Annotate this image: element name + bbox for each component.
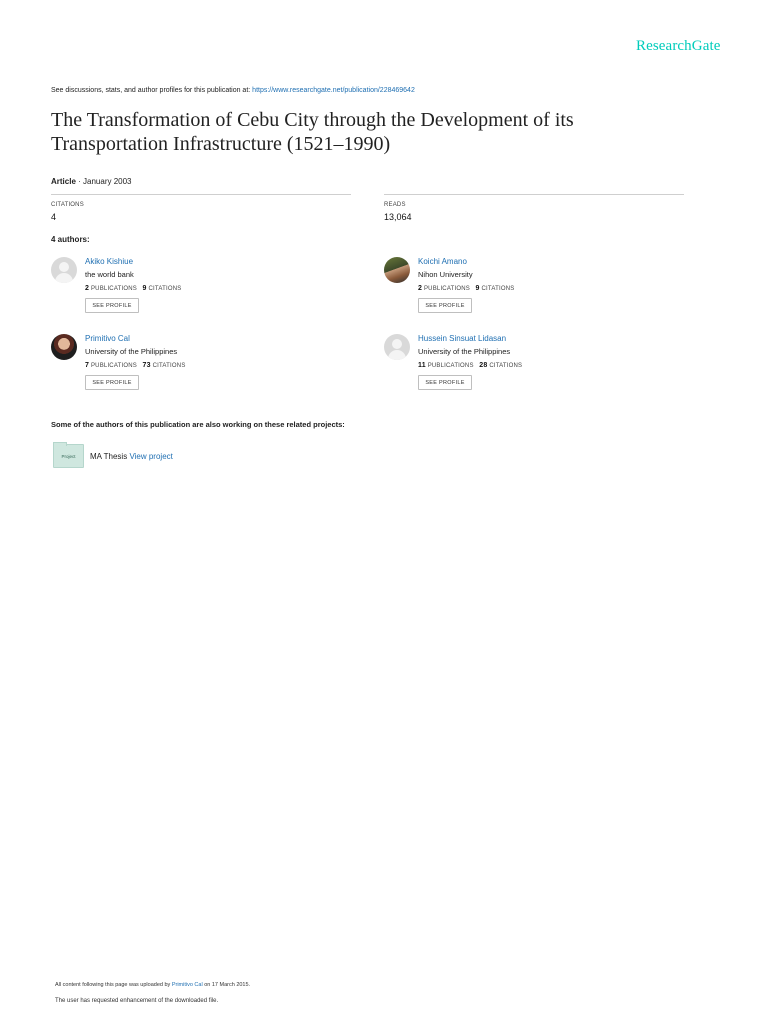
author-name-link[interactable]: Koichi Amano bbox=[418, 257, 467, 266]
reads-stat bbox=[384, 194, 684, 222]
upload-suffix: on 17 March 2015. bbox=[202, 982, 251, 988]
publication-meta bbox=[51, 177, 132, 186]
author-card bbox=[384, 257, 684, 323]
author-card bbox=[51, 334, 351, 400]
citations-stat bbox=[51, 194, 351, 222]
uploader-link[interactable]: Primitivo Cal bbox=[171, 982, 203, 988]
author-institution: the world bank bbox=[85, 270, 134, 279]
enhancement-note: The user has requested enhancement of the downloaded file. bbox=[55, 998, 219, 1004]
see-profile-button[interactable]: SEE PROFILE bbox=[85, 375, 139, 390]
citations-label: CITATIONS bbox=[148, 286, 182, 292]
citations-label: CITATIONS bbox=[152, 363, 186, 369]
avatar[interactable] bbox=[51, 257, 77, 283]
publications-label: PUBLICATIONS bbox=[90, 286, 137, 292]
author-counts bbox=[418, 362, 522, 369]
author-counts bbox=[418, 285, 514, 292]
publication-date: · January 2003 bbox=[78, 177, 132, 186]
author-counts bbox=[85, 285, 181, 292]
project-folder-icon bbox=[53, 444, 84, 468]
researchgate-logo[interactable]: ResearchGate bbox=[636, 38, 721, 54]
avatar[interactable] bbox=[384, 257, 410, 283]
publication-url-link[interactable]: https://www.researchgate.net/publication/228469642 bbox=[252, 87, 415, 94]
publications-count: 2 bbox=[418, 285, 423, 292]
authors-heading: 4 authors: bbox=[51, 235, 90, 244]
author-card bbox=[384, 334, 684, 400]
author-institution: Nihon University bbox=[418, 270, 473, 279]
author-institution: University of the Philippines bbox=[418, 347, 511, 356]
author-counts bbox=[85, 362, 186, 369]
author-name-link[interactable]: Primitivo Cal bbox=[85, 334, 130, 343]
publications-count: 11 bbox=[418, 362, 426, 369]
discussion-line bbox=[51, 87, 415, 94]
citations-label: CITATIONS bbox=[481, 286, 515, 292]
citations-count: 28 bbox=[479, 362, 488, 369]
avatar[interactable] bbox=[384, 334, 410, 360]
citations-count: 9 bbox=[142, 285, 147, 292]
publications-label: PUBLICATIONS bbox=[427, 363, 474, 369]
project-icon-label: Project bbox=[61, 454, 76, 459]
upload-note bbox=[55, 982, 250, 988]
see-profile-button[interactable]: SEE PROFILE bbox=[418, 298, 472, 313]
publications-label: PUBLICATIONS bbox=[423, 286, 470, 292]
publication-type: Article bbox=[51, 177, 76, 186]
reads-label: READS bbox=[384, 202, 406, 208]
project-name: MA Thesis bbox=[90, 452, 128, 461]
related-projects-heading: Some of the authors of this publication are also working on these related projects: bbox=[51, 420, 345, 429]
citations-count: 9 bbox=[475, 285, 480, 292]
discussion-text: See discussions, stats, and author profiles for this publication at: bbox=[51, 87, 253, 94]
citations-label: CITATIONS bbox=[51, 202, 84, 208]
publications-count: 2 bbox=[85, 285, 90, 292]
author-name-link[interactable]: Akiko Kishiue bbox=[85, 257, 134, 266]
publications-label: PUBLICATIONS bbox=[90, 363, 137, 369]
upload-prefix: All content following this page was uploaded by bbox=[55, 982, 172, 988]
view-project-link[interactable]: View project bbox=[129, 452, 173, 461]
citations-label: CITATIONS bbox=[489, 363, 523, 369]
see-profile-button[interactable]: SEE PROFILE bbox=[418, 375, 472, 390]
author-card bbox=[51, 257, 351, 323]
see-profile-button[interactable]: SEE PROFILE bbox=[85, 298, 139, 313]
reads-value: 13,064 bbox=[384, 212, 412, 222]
publications-count: 7 bbox=[85, 362, 90, 369]
project-item bbox=[90, 452, 173, 461]
publication-title: The Transformation of Cebu City through the Development of its Transportation Infrastructure (1521–1990) bbox=[51, 109, 574, 155]
author-institution: University of the Philippines bbox=[85, 347, 178, 356]
author-name-link[interactable]: Hussein Sinsuat Lidasan bbox=[418, 334, 507, 343]
avatar[interactable] bbox=[51, 334, 77, 360]
citations-count: 73 bbox=[142, 362, 151, 369]
citations-value: 4 bbox=[51, 212, 57, 222]
